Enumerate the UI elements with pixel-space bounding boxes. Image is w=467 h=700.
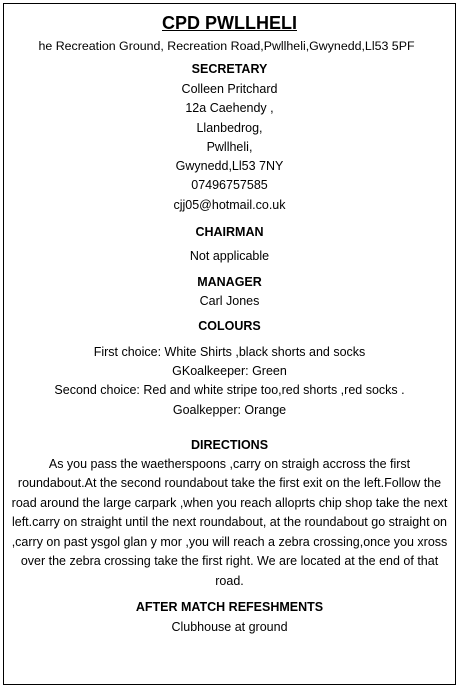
secretary-details <box>4 80 455 215</box>
directions-heading: DIRECTIONS <box>190 437 269 452</box>
manager-value: Carl Jones <box>199 294 260 309</box>
chairman-heading: CHAIRMAN <box>195 225 264 240</box>
secretary-address-line-4: Gwynedd,Ll53 7NY <box>175 159 284 174</box>
secretary-address-line-2: Llanbedrog, <box>196 120 263 135</box>
ground-address: he Recreation Ground, Recreation Road,Pwllheli,Gwynedd,Ll53 5PF <box>38 39 415 53</box>
chairman-value: Not applicable <box>189 249 270 264</box>
colours-second-choice: Second choice: Red and white stripe too,red shorts ,red socks . <box>54 383 405 398</box>
refreshments-value: Clubhouse at ground <box>171 620 288 635</box>
colours-goalkeeper-1: GKoalkeeper: Green <box>172 363 287 378</box>
secretary-heading: SECRETARY <box>191 62 268 76</box>
colours-first-choice: First choice: White Shirts ,black shorts and socks <box>93 344 366 359</box>
colours-heading: COLOURS <box>198 318 261 333</box>
club-info-card <box>3 3 456 685</box>
colours-goalkeeper-2: Goalkepper: Orange <box>172 402 287 417</box>
secretary-address-line-3: Pwllheli, <box>206 139 253 154</box>
secretary-name: Colleen Pritchard <box>181 82 278 96</box>
secretary-phone: 07496757585 <box>191 178 268 193</box>
manager-heading: MANAGER <box>197 275 262 290</box>
secretary-address-line-1: 12a Caehendy , <box>185 101 274 116</box>
club-title: CPD PWLLHELI <box>162 13 297 33</box>
directions-text: As you pass the waetherspoons ,carry on straigh accross the first roundabout.At the second roundabout take the first exit on the left.Follow the road around the large carpark ,when you reach alloprts chip shop take the next left.carry on straight until the next roundabout, at the roundabout go straight on ,carry on past ysgol glan y mor ,you will reach a zebra crossing,once you xross over the zebra crossing take the first right. We are located at the end of that road. <box>11 456 448 588</box>
refreshments-heading: AFTER MATCH REFESHMENTS <box>135 600 324 615</box>
secretary-email: cjj05@hotmail.co.uk <box>173 197 286 212</box>
colours-details <box>4 343 455 420</box>
